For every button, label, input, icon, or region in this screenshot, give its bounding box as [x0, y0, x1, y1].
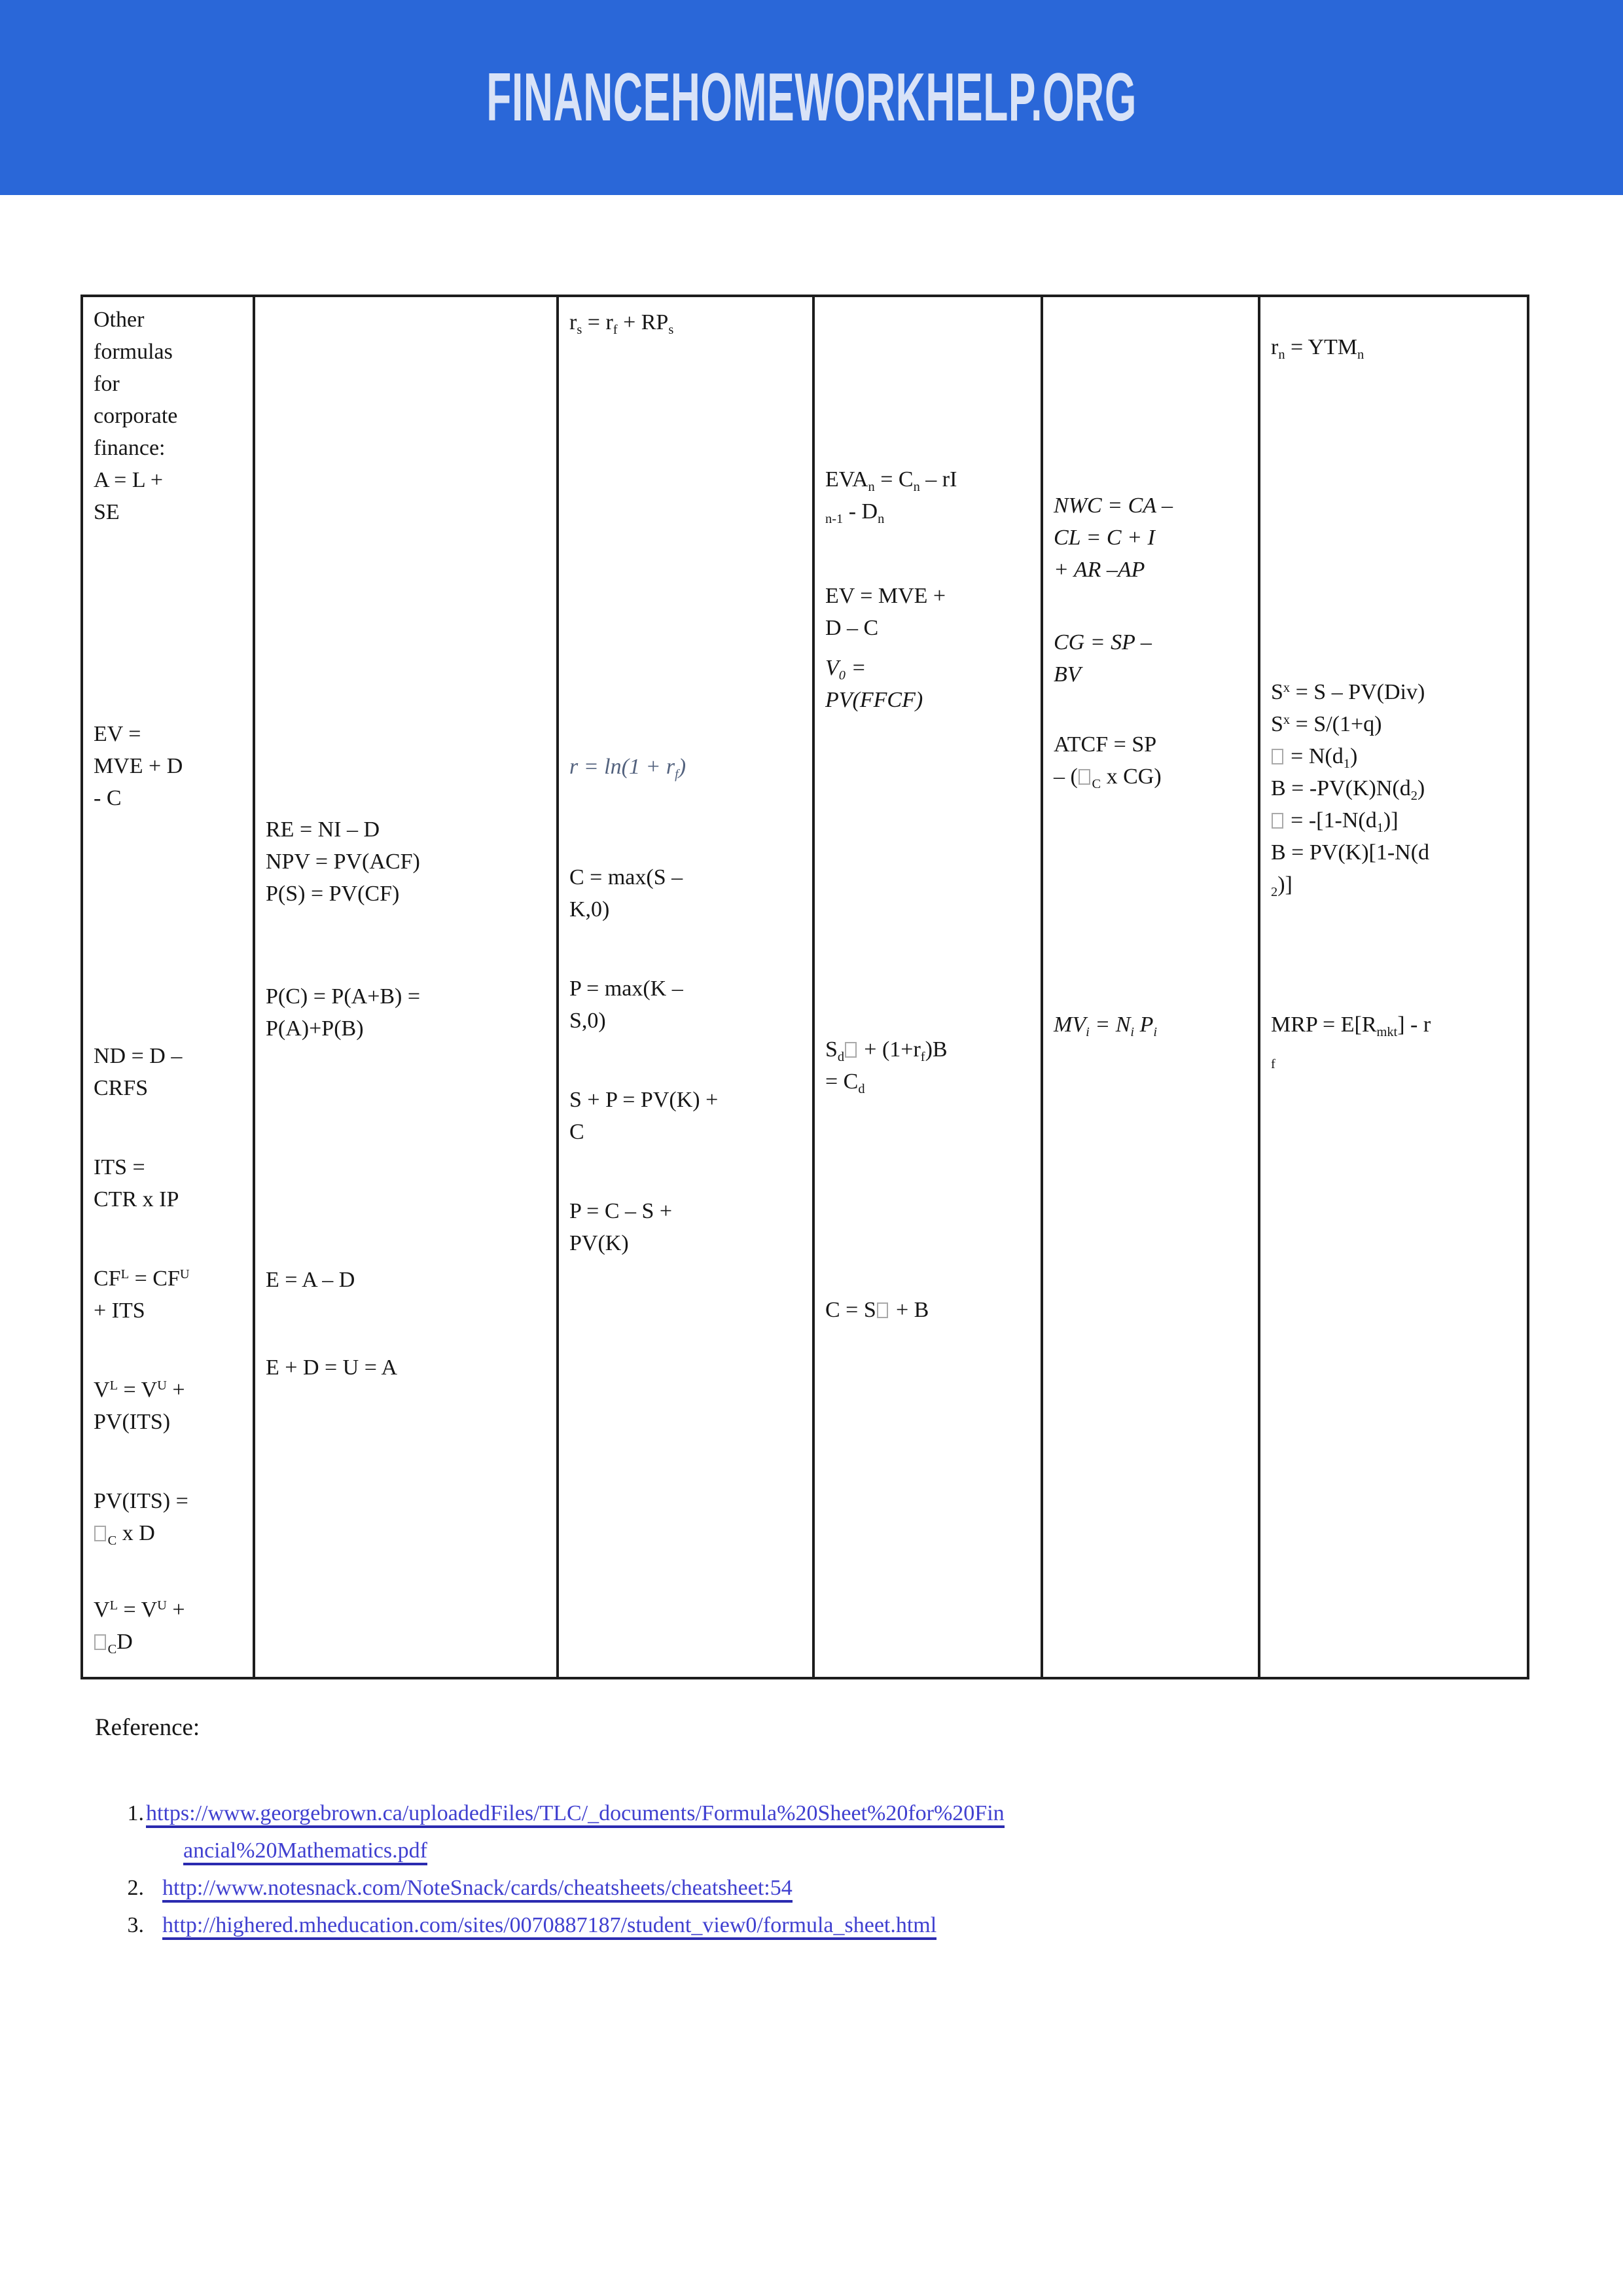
formula: C = max(S – K,0) — [569, 865, 683, 922]
formula: C = S + B — [825, 1298, 929, 1322]
reference-number: 3. — [127, 1913, 144, 1937]
table-cell — [559, 297, 815, 1677]
table-cell — [815, 297, 1043, 1677]
formula: Other formulas for corporate finance: A = L + SE — [94, 308, 178, 524]
missing-glyph-box-icon — [94, 1526, 106, 1541]
missing-glyph-box-icon — [1079, 769, 1090, 785]
table-cell — [83, 297, 255, 1677]
formula: EV = MVE + D - C — [94, 722, 183, 810]
formula: $V^L = V^U$ + $_C$D — [94, 1598, 185, 1657]
formula: $r_n = YTM_n$ — [1271, 335, 1364, 363]
reference-number: 1. — [127, 1801, 144, 1825]
formula: $CF^L = CF^U$ + ITS — [94, 1266, 190, 1323]
missing-glyph-box-icon — [1272, 813, 1283, 829]
formula: ITS = CTR x IP — [94, 1155, 179, 1211]
reference-item — [111, 1795, 1486, 1869]
formula: P(C) = P(A+B) = P(A)+P(B) — [266, 984, 421, 1041]
reference-list — [111, 1795, 1486, 1944]
formula: E + D = U = A — [266, 1355, 398, 1380]
references-heading: Reference: — [95, 1714, 200, 1741]
formula: EV = MVE + D – C — [825, 584, 946, 640]
missing-glyph-box-icon — [94, 1634, 106, 1650]
site-banner — [0, 0, 1623, 195]
formula: ND = D – CRFS — [94, 1044, 183, 1100]
missing-glyph-box-icon — [845, 1042, 857, 1058]
table-cell — [255, 297, 559, 1677]
site-title: FINANCEHOMEWORKHELP.ORG — [486, 59, 1137, 135]
formula: $V_0$ = PV(FFCF) — [825, 656, 923, 712]
formula: RE = NI – D NPV = PV(ACF) P(S) = PV(CF) — [266, 817, 420, 906]
formula: ATCF = SP – ( $_C$ x CG) — [1054, 732, 1162, 792]
formula: P = max(K – S,0) — [569, 977, 683, 1033]
formula: MRP = $E[R_{mkt}]$ - r $_f$ — [1271, 1013, 1431, 1072]
formula: E = A – D — [266, 1268, 355, 1292]
reference-link[interactable]: https://www.georgebrown.ca/uploadedFiles/TLC/_documents/Formula%20Sheet%20for%20Fin ancial%20Mathematics.pdf — [146, 1801, 1005, 1865]
formula: PV(ITS) = $_C$ x D — [94, 1489, 188, 1549]
formula: NWC = CA – CL = C + I + AR –AP — [1054, 493, 1173, 582]
formula: $S^x = S - PV(Div)$ $S^x = S/(1+q)$ = $N(d_1)$ $B = -PV(K)N(d_2)$ = $-[1-N(d_1)]$ B = PV(K)[1-N(d $_2$)] — [1271, 680, 1430, 900]
formula-table — [80, 295, 1529, 1679]
reference-link[interactable]: http://highered.mheducation.com/sites/0070887187/student_view0/formula_sheet.html — [162, 1913, 936, 1940]
missing-glyph-box-icon — [877, 1302, 889, 1318]
reference-link[interactable]: http://www.notesnack.com/NoteSnack/cards/cheatsheets/cheatsheet:54 — [162, 1876, 793, 1903]
reference-number: 2. — [127, 1876, 144, 1900]
formula: $V^L = V^U$ + PV(ITS) — [94, 1378, 185, 1434]
table-cell — [1260, 297, 1527, 1677]
formula: $r_s = r_f + RP_s$ — [569, 310, 674, 338]
reference-item — [111, 1907, 1486, 1944]
formula: $MV_i = N_i$ $P_i$ — [1054, 1013, 1158, 1040]
formula: $S_d + (1+r_f)B$ = $C_d$ — [825, 1037, 948, 1097]
reference-item — [111, 1869, 1486, 1907]
formula: $EVA_n = C_n$ – rI $_{n-1} - D_n$ — [825, 467, 957, 527]
formula: S + P = PV(K) + C — [569, 1088, 719, 1144]
formula: P = C – S + PV(K) — [569, 1199, 673, 1255]
formula: CG = SP – BV — [1054, 630, 1152, 687]
missing-glyph-box-icon — [1272, 749, 1283, 764]
formula: $r = \ln(1 + r_f)$ — [569, 755, 687, 782]
table-cell — [1043, 297, 1260, 1677]
